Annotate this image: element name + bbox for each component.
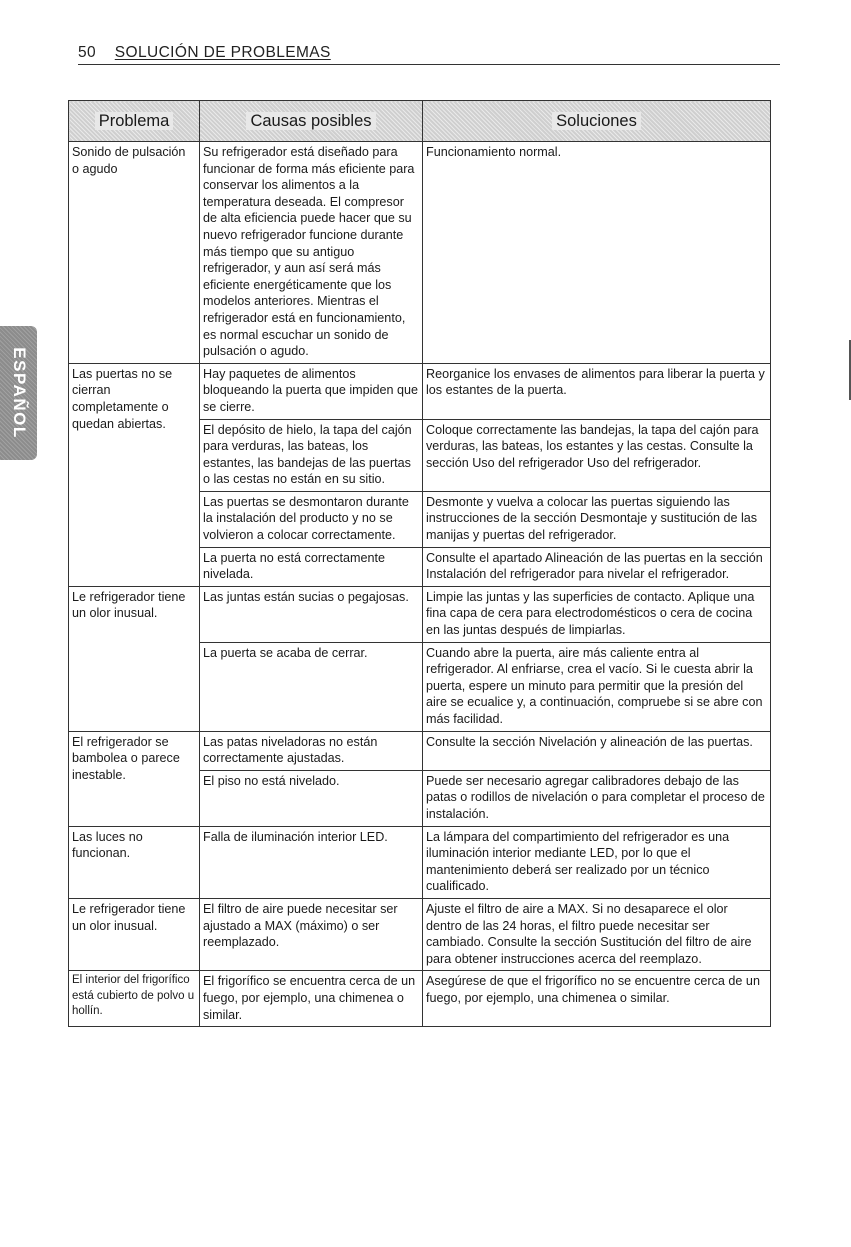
solution-cell: Funcionamiento normal. (423, 142, 771, 364)
problem-cell: Le refrigerador tiene un olor inusual. (69, 586, 200, 731)
table-row (69, 363, 771, 419)
section-title: SOLUCIÓN DE PROBLEMAS (114, 44, 331, 61)
table-row (69, 731, 771, 770)
solution-cell: Asegúrese de que el frigorífico no se encuentre cerca de un fuego, por ejemplo, una chimenea o similar. (423, 971, 771, 1027)
table-row (69, 971, 771, 1027)
header-problem (69, 101, 200, 142)
table-row (69, 586, 771, 642)
page-header (78, 44, 780, 65)
troubleshooting-table (68, 100, 771, 1027)
problem-cell: El interior del frigorífico está cubierto de polvo u hollín. (69, 971, 200, 1027)
cause-cell: Su refrigerador está diseñado para funcionar de forma más eficiente para conservar los alimentos a la temperatura deseada. El compresor de alta eficiencia puede hacer que su nuevo refrigerador funcione durante más tiempo que su antiguo refrigerador, y aun así será más eficiente energéticamente que los modelos anteriores. Mientras el refrigerador está en funcionamiento, es normal escuchar un sonido de pulsación o agudo. (200, 142, 423, 364)
solution-cell: Consulte el apartado Alineación de las puertas en la sección Instalación del refrigerador para nivelar el refrigerador. (423, 547, 771, 586)
problem-cell: El refrigerador se bambolea o parece inestable. (69, 731, 200, 826)
solution-cell: La lámpara del compartimiento del refrigerador es una iluminación interior mediante LED, por lo que el mantenimiento deberá ser realizado por un técnico cualificado. (423, 826, 771, 898)
solution-cell: Consulte la sección Nivelación y alineación de las puertas. (423, 731, 771, 770)
table-row (69, 142, 771, 364)
cause-cell: El piso no está nivelado. (200, 770, 423, 826)
cause-cell: La puerta no está correctamente nivelada. (200, 547, 423, 586)
solution-cell: Reorganice los envases de alimentos para liberar la puerta y los estantes de la puerta. (423, 363, 771, 419)
header-problem-label: Problema (95, 112, 174, 130)
solution-cell: Puede ser necesario agregar calibradores debajo de las patas o rodillos de nivelación o para completar el proceso de instalación. (423, 770, 771, 826)
header-causes-label: Causas posibles (246, 112, 375, 130)
cause-cell: Las puertas se desmontaron durante la instalación del producto y no se volvieron a colocar correctamente. (200, 491, 423, 547)
table-row (69, 826, 771, 898)
table-row (69, 898, 771, 970)
table-header-row (69, 101, 771, 142)
page-number: 50 (78, 44, 97, 61)
solution-cell: Coloque correctamente las bandejas, la tapa del cajón para verduras, las bateas, los estantes y las cestas. Consulte la sección Uso del refrigerador Uso del refrigerador. (423, 419, 771, 491)
cause-cell: Las patas niveladoras no están correctamente ajustadas. (200, 731, 423, 770)
problem-cell: Sonido de pulsación o agudo (69, 142, 200, 364)
language-side-tab (0, 326, 37, 460)
language-label: ESPAÑOL (9, 347, 29, 439)
solution-cell: Desmonte y vuelva a colocar las puertas siguiendo las instrucciones de la sección Desmontaje y sustitución de las manijas y puertas del refrigerador. (423, 491, 771, 547)
cause-cell: La puerta se acaba de cerrar. (200, 642, 423, 731)
cause-cell: Las juntas están sucias o pegajosas. (200, 586, 423, 642)
solution-cell: Limpie las juntas y las superficies de contacto. Aplique una fina capa de cera para electrodomésticos o cera de cocina en las juntas después de limpiarlas. (423, 586, 771, 642)
problem-cell: Le refrigerador tiene un olor inusual. (69, 898, 200, 970)
solution-cell: Cuando abre la puerta, aire más caliente entra al refrigerador. Al enfriarse, crea el vacío. Si le cuesta abrir la puerta, espere un minuto para permitir que la presión del aire se ecualice y, a continuación, compruebe si se abre con más facilidad. (423, 642, 771, 731)
header-solutions-label: Soluciones (552, 112, 641, 130)
solution-cell: Ajuste el filtro de aire a MAX. Si no desaparece el olor dentro de las 24 horas, el filtro puede necesitar ser cambiado. Consulte la sección Sustitución del filtro de aire para obtener instrucciones acerca del reemplazo. (423, 898, 771, 970)
cause-cell: Falla de iluminación interior LED. (200, 826, 423, 898)
problem-cell: Las puertas no se cierran completamente o quedan abiertas. (69, 363, 200, 586)
problem-cell: Las luces no funcionan. (69, 826, 200, 898)
cause-cell: Hay paquetes de alimentos bloqueando la puerta que impiden que se cierre. (200, 363, 423, 419)
header-causes (200, 101, 423, 142)
cause-cell: El filtro de aire puede necesitar ser ajustado a MAX (máximo) o ser reemplazado. (200, 898, 423, 970)
header-solutions (423, 101, 771, 142)
cause-cell: El depósito de hielo, la tapa del cajón para verduras, las bateas, los estantes, las bandejas de las puertas o las cestas no están en su sitio. (200, 419, 423, 491)
cause-cell: El frigorífico se encuentra cerca de un fuego, por ejemplo, una chimenea o similar. (200, 971, 423, 1027)
